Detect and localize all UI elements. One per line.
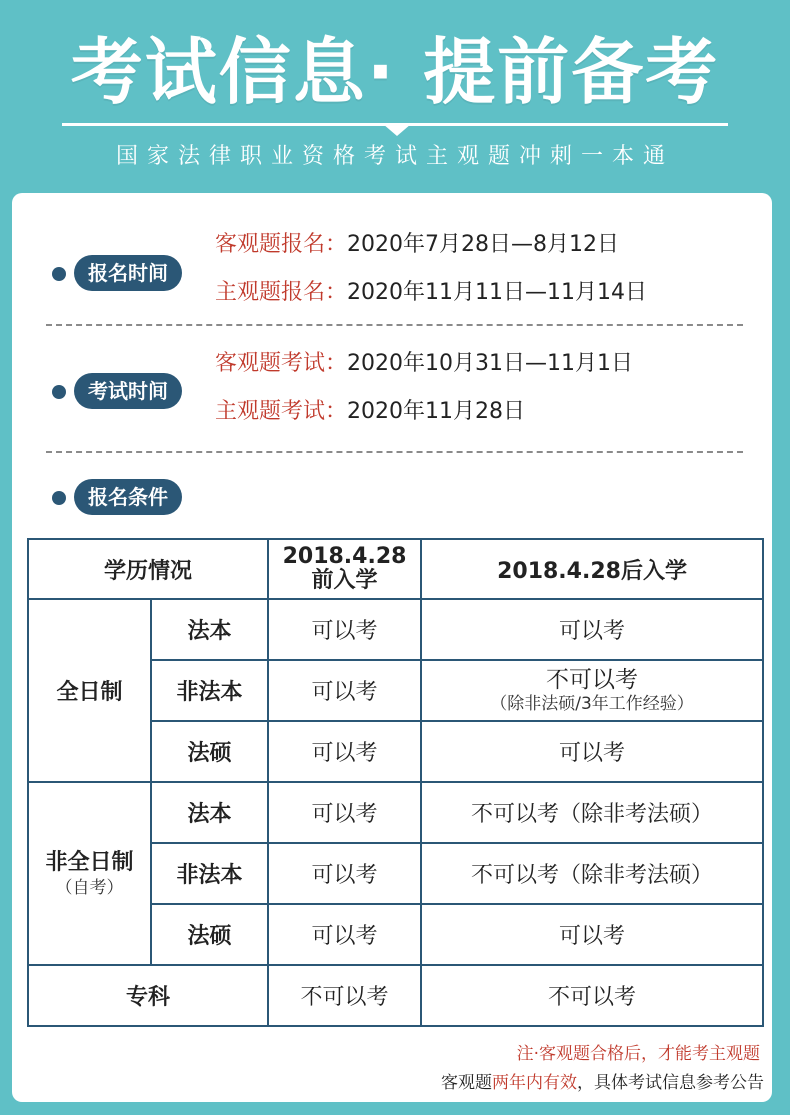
row-type: 非法本 [151, 660, 268, 721]
table-header-row [28, 539, 763, 599]
exam-subjective-label: 主观题考试： [215, 399, 348, 424]
header-education: 学历情况 [28, 539, 268, 599]
header-after: 2018.4.28后入学 [421, 539, 763, 599]
after-status: 可以考 [421, 904, 763, 965]
bullet-dot-icon [52, 267, 66, 281]
before-status: 可以考 [268, 721, 421, 782]
before-status: 可以考 [268, 660, 421, 721]
registration-badge: 报名时间 [74, 255, 182, 291]
note-suffix: ，具体考试信息参考公告 [577, 1073, 764, 1093]
parttime-sublabel: （自考） [55, 877, 124, 898]
section-divider [46, 324, 743, 326]
conditions-badge: 报名条件 [74, 479, 182, 515]
note-highlight: 两年内有效 [492, 1073, 577, 1093]
registration-objective-row [215, 230, 619, 260]
bullet-dot-icon [52, 491, 66, 505]
table-row [28, 782, 763, 843]
junior-label: 专科 [28, 965, 268, 1026]
after-status-cell [421, 660, 763, 721]
registration-subjective-label: 主观题报名： [215, 280, 348, 305]
before-status: 不可以考 [268, 965, 421, 1026]
title-divider-notch [383, 124, 411, 136]
row-type: 法本 [151, 599, 268, 660]
exam-objective-label: 客观题考试： [215, 351, 348, 376]
bullet-dot-icon [52, 385, 66, 399]
page-subtitle: 国家法律职业资格考试主观题冲刺一本通 [115, 144, 674, 169]
before-status: 可以考 [268, 904, 421, 965]
note-prefix: 客观题 [441, 1073, 492, 1093]
registration-objective-label: 客观题报名： [215, 232, 348, 257]
row-type: 法硕 [151, 721, 268, 782]
row-type: 法本 [151, 782, 268, 843]
after-status: 不可以考（除非考法硕） [421, 843, 763, 904]
after-status: 不可以考（除非考法硕） [421, 782, 763, 843]
parttime-label-cell [28, 782, 151, 965]
conditions-table [27, 538, 764, 1027]
parttime-label: 非全日制 [45, 849, 134, 875]
table-row [28, 599, 763, 660]
registration-subjective-row [215, 278, 647, 308]
section-divider [46, 451, 743, 453]
exam-badge: 考试时间 [74, 373, 182, 409]
row-type: 非法本 [151, 843, 268, 904]
exam-objective-value: 2020年10月31日—11月1日 [347, 351, 633, 376]
after-status: 可以考 [421, 721, 763, 782]
after-status: 可以考 [421, 599, 763, 660]
row-type: 法硕 [151, 904, 268, 965]
fulltime-label: 全日制 [28, 599, 151, 782]
before-status: 可以考 [268, 782, 421, 843]
exam-subjective-row [215, 397, 525, 427]
before-status: 可以考 [268, 599, 421, 660]
exam-subjective-value: 2020年11月28日 [347, 399, 525, 424]
exam-objective-row [215, 349, 633, 379]
after-status: 不可以考 [421, 965, 763, 1026]
header-before [268, 539, 421, 599]
after-status: 不可以考 [546, 666, 639, 693]
header-before-text: 前入学 [311, 568, 378, 593]
registration-subjective-value: 2020年11月11日—11月14日 [347, 280, 647, 305]
after-status-note: （除非法硕/3年工作经验） [490, 693, 694, 714]
header-before-date: 2018.4.28 [282, 544, 407, 569]
before-status: 可以考 [268, 843, 421, 904]
note-line-1: 注·客观题合格后，才能考主观题 [516, 1044, 760, 1064]
info-card [12, 193, 772, 1102]
registration-objective-value: 2020年7月28日—8月12日 [347, 232, 619, 257]
page-title: 考试信息· 提前备考 [70, 30, 720, 114]
note-line-2 [441, 1068, 764, 1093]
table-row [28, 965, 763, 1026]
